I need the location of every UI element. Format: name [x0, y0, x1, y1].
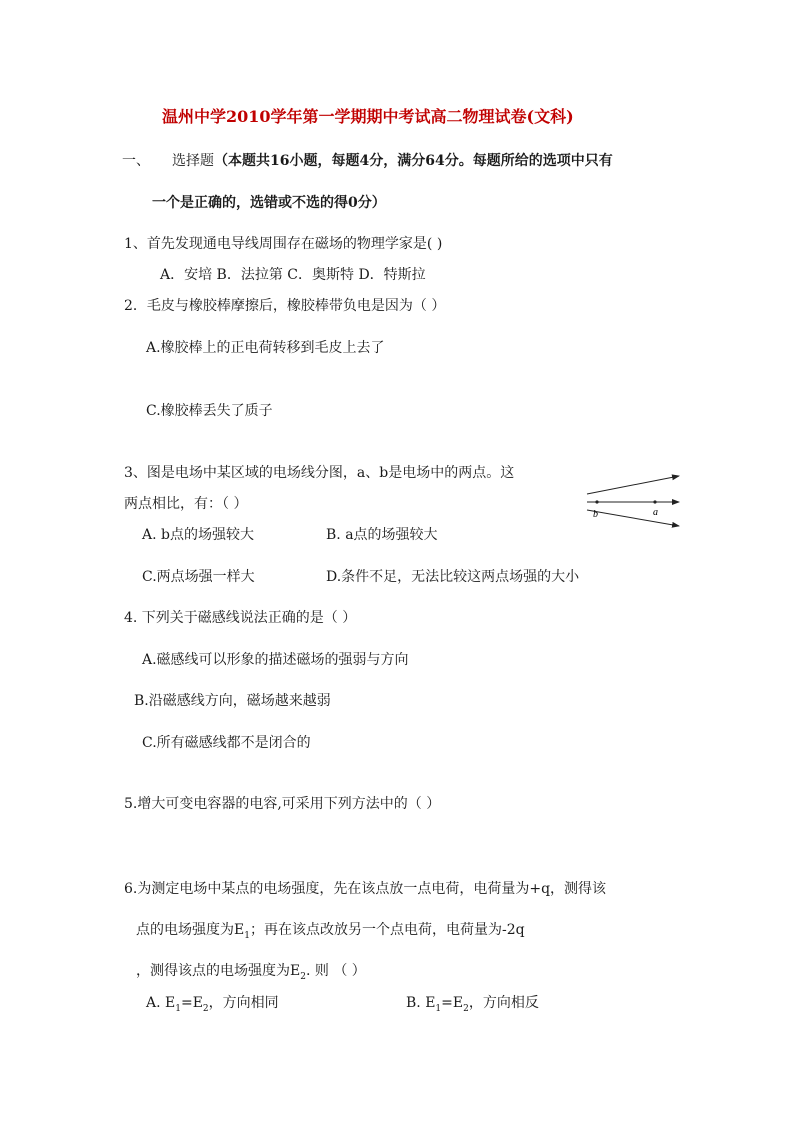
- field-line-upper: [587, 476, 679, 494]
- q2-option-c: C.橡胶棒丢失了质子: [146, 403, 273, 419]
- q3-option-a: A. b点的场强较大: [142, 527, 254, 543]
- section-name: 选择题: [172, 153, 214, 169]
- q6-stem-line3: ，测得该点的电场强度为$E_2$. 则 （ ）: [136, 963, 366, 982]
- point-b-label: b: [593, 509, 598, 520]
- q3-option-c: C.两点场强一样大: [142, 569, 255, 585]
- field-line-lower: [587, 510, 679, 526]
- q4-option-b: B.沿磁感线方向，磁场越来越弱: [134, 693, 331, 709]
- section-instruction-line2: 一个是正确的，选错或不选的得0分）: [152, 195, 386, 211]
- q1-stem: 1、首先发现通电导线周围存在磁场的物理学家是( ): [124, 236, 443, 252]
- point-b-marker: [595, 500, 598, 503]
- q6-stem-line2: 点的电场强度为$E_1$；再在该点改放另一个点电荷，电荷量为-2q: [136, 922, 525, 941]
- q6-stem-line1: 6.为测定电场中某点的电场强度，先在该点放一点电荷，电荷量为+q，测得该: [124, 881, 607, 897]
- q3-option-d: D.条件不足，无法比较这两点场强的大小: [326, 569, 580, 585]
- q6-option-b: B. $E_1=E_2$，方向相反: [406, 995, 539, 1014]
- section-number: 一、: [122, 153, 150, 169]
- q3-option-b: B. a点的场强较大: [326, 527, 438, 543]
- electric-field-diagram: [585, 470, 685, 534]
- q2-option-a: A.橡胶棒上的正电荷转移到毛皮上去了: [146, 340, 385, 356]
- q5-stem: 5.增大可变电容器的电容,可采用下列方法中的（ ）: [124, 796, 441, 812]
- q4-stem: 4. 下列关于磁感线说法正确的是（ ）: [124, 610, 357, 626]
- q6-option-a: A. $E_1=E_2$，方向相同: [146, 995, 279, 1014]
- q2-stem: 2．毛皮与橡胶棒摩擦后，橡胶棒带负电是因为（ ）: [124, 298, 446, 314]
- point-a-label: a: [653, 507, 658, 518]
- section-instructions: [172, 152, 613, 170]
- point-a-marker: [653, 500, 656, 503]
- q4-option-c: C.所有磁感线都不是闭合的: [142, 735, 311, 751]
- section-instruction-line1: （本题共16小题，每题4分，满分64分。每题所给的选项中只有: [214, 153, 613, 169]
- q3-stem-line1: 3、图是电场中某区域的电场线分图，a、b是电场中的两点。这: [124, 465, 515, 481]
- q1-options: A．安培 B．法拉第 C．奥斯特 D．特斯拉: [160, 267, 426, 283]
- q4-option-a: A.磁感线可以形象的描述磁场的强弱与方向: [142, 652, 409, 668]
- exam-title: 温州中学2010学年第一学期期中考试高二物理试卷(文科): [162, 107, 574, 126]
- q3-stem-line2: 两点相比，有：（ ）: [124, 496, 248, 512]
